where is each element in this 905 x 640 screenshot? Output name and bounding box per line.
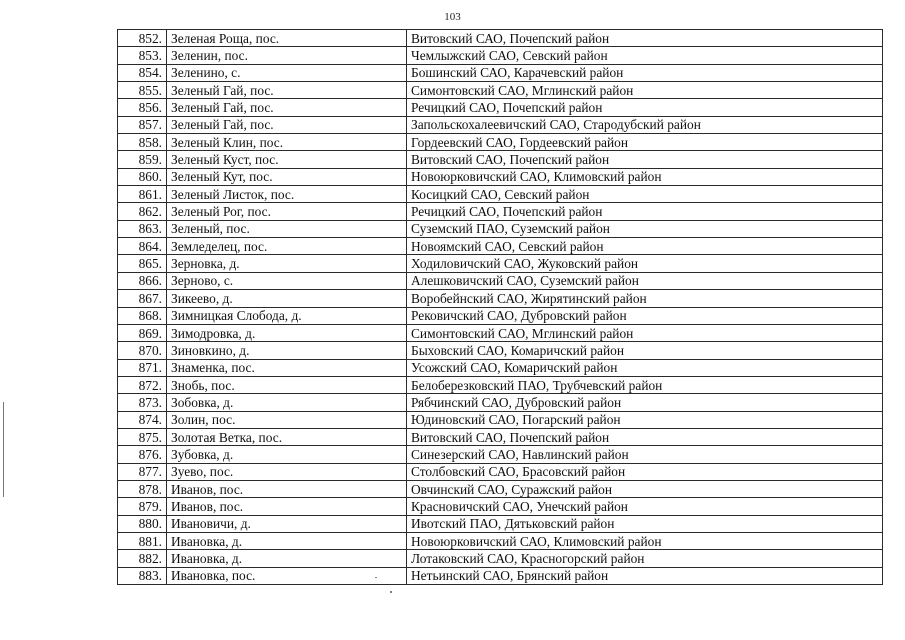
row-number: 883. (118, 567, 167, 584)
row-number: 870. (118, 342, 167, 359)
row-number: 855. (118, 82, 167, 99)
administration-district: Алешковичский САО, Суземский район (407, 272, 883, 289)
row-number: 854. (118, 64, 167, 81)
settlement-name: Земледелец, пос. (167, 238, 407, 255)
administration-district: Столбовский САО, Брасовский район (407, 463, 883, 480)
row-number: 863. (118, 220, 167, 237)
row-number: 853. (118, 47, 167, 64)
row-number: 877. (118, 463, 167, 480)
table-row (118, 238, 883, 255)
settlement-name: Зеленый Гай, пос. (167, 116, 407, 133)
administration-district: Лотаковский САО, Красногорский район (407, 550, 883, 567)
table-row (118, 30, 883, 47)
row-number: 865. (118, 255, 167, 272)
table-row (118, 272, 883, 289)
table-row (118, 446, 883, 463)
administration-district: Ходиловичский САО, Жуковский район (407, 255, 883, 272)
settlement-name: Зиновкино, д. (167, 342, 407, 359)
settlement-name: Зобовка, д. (167, 394, 407, 411)
settlement-name: Зеленая Роща, пос. (167, 30, 407, 47)
table-row (118, 255, 883, 272)
row-number: 872. (118, 376, 167, 393)
settlement-name: Ивановка, д. (167, 532, 407, 549)
administration-district: Нетьинский САО, Брянский район (407, 567, 883, 584)
row-number: 867. (118, 290, 167, 307)
administration-district: Витовский САО, Почепский район (407, 428, 883, 445)
administration-district: Косицкий САО, Севский район (407, 186, 883, 203)
table-row (118, 567, 883, 584)
table-row (118, 394, 883, 411)
row-number: 871. (118, 359, 167, 376)
settlements-table (117, 29, 883, 585)
row-number: 875. (118, 428, 167, 445)
settlement-name: Зерновка, д. (167, 255, 407, 272)
table-row (118, 463, 883, 480)
row-number: 882. (118, 550, 167, 567)
administration-district: Быховский САО, Комаричский район (407, 342, 883, 359)
settlement-name: Зеленый Рог, пос. (167, 203, 407, 220)
settlement-name: Зеленин, пос. (167, 47, 407, 64)
scan-speck (390, 591, 392, 593)
table-row (118, 480, 883, 497)
settlement-name: Зеленый Клин, пос. (167, 134, 407, 151)
table-row (118, 168, 883, 185)
settlement-name: Зимницкая Слобода, д. (167, 307, 407, 324)
administration-district: Ивотский ПАО, Дятьковский район (407, 515, 883, 532)
settlement-name: Знобь, пос. (167, 376, 407, 393)
row-number: 864. (118, 238, 167, 255)
table-row (118, 290, 883, 307)
table-row (118, 64, 883, 81)
administration-district: Новоюрковичский САО, Климовский район (407, 168, 883, 185)
table-row (118, 324, 883, 341)
administration-district: Речицкий САО, Почепский район (407, 99, 883, 116)
table-row (118, 47, 883, 64)
administration-district: Рябчинский САО, Дубровский район (407, 394, 883, 411)
row-number: 879. (118, 498, 167, 515)
settlement-name: Ивановка, д. (167, 550, 407, 567)
table-row (118, 550, 883, 567)
table-body (118, 30, 883, 585)
administration-district: Новоямский САО, Севский район (407, 238, 883, 255)
row-number: 859. (118, 151, 167, 168)
administration-district: Овчинский САО, Суражский район (407, 480, 883, 497)
administration-district: Симонтовский САО, Мглинский район (407, 82, 883, 99)
table-row (118, 376, 883, 393)
settlement-name: Зуево, пос. (167, 463, 407, 480)
administration-district: Витовский САО, Почепский район (407, 151, 883, 168)
settlement-name: Иванов, пос. (167, 498, 407, 515)
settlement-name: Зерново, с. (167, 272, 407, 289)
row-number: 868. (118, 307, 167, 324)
row-number: 852. (118, 30, 167, 47)
settlement-name: Ивановка, пос. (167, 567, 407, 584)
administration-district: Белоберезковский ПАО, Трубчевский район (407, 376, 883, 393)
row-number: 857. (118, 116, 167, 133)
administration-district: Красновичский САО, Унечский район (407, 498, 883, 515)
scan-speck (375, 577, 377, 578)
table-row (118, 220, 883, 237)
row-number: 880. (118, 515, 167, 532)
settlement-name: Зеленый Куст, пос. (167, 151, 407, 168)
table-row (118, 515, 883, 532)
administration-district: Чемлыжский САО, Севский район (407, 47, 883, 64)
row-number: 873. (118, 394, 167, 411)
administration-district: Симонтовский САО, Мглинский район (407, 324, 883, 341)
row-number: 866. (118, 272, 167, 289)
table-row (118, 411, 883, 428)
settlement-name: Зеленый Гай, пос. (167, 99, 407, 116)
settlement-name: Зеленый Кут, пос. (167, 168, 407, 185)
table-row (118, 203, 883, 220)
row-number: 878. (118, 480, 167, 497)
row-number: 862. (118, 203, 167, 220)
table-row (118, 116, 883, 133)
settlement-name: Зубовка, д. (167, 446, 407, 463)
administration-district: Суземский ПАО, Суземский район (407, 220, 883, 237)
table-row (118, 428, 883, 445)
row-number: 861. (118, 186, 167, 203)
table-row (118, 186, 883, 203)
row-number: 858. (118, 134, 167, 151)
page-number: 103 (444, 11, 461, 23)
administration-district: Воробейнский САО, Жирятинский район (407, 290, 883, 307)
settlement-name: Зеленино, с. (167, 64, 407, 81)
table-row (118, 498, 883, 515)
administration-district: Синезерский САО, Навлинский район (407, 446, 883, 463)
administration-district: Юдиновский САО, Погарский район (407, 411, 883, 428)
administration-district: Усожский САО, Комаричский район (407, 359, 883, 376)
administration-district: Речицкий САО, Почепский район (407, 203, 883, 220)
settlement-name: Зеленый Листок, пос. (167, 186, 407, 203)
scan-margin-mark (3, 402, 4, 497)
table-row (118, 342, 883, 359)
row-number: 860. (118, 168, 167, 185)
table-row (118, 151, 883, 168)
row-number: 876. (118, 446, 167, 463)
settlement-name: Золотая Ветка, пос. (167, 428, 407, 445)
table-row (118, 359, 883, 376)
administration-district: Бошинский САО, Карачевский район (407, 64, 883, 81)
table-row (118, 99, 883, 116)
settlement-name: Зимодровка, д. (167, 324, 407, 341)
table-row (118, 82, 883, 99)
table-row (118, 532, 883, 549)
administration-district: Рековичский САО, Дубровский район (407, 307, 883, 324)
settlement-name: Зеленый Гай, пос. (167, 82, 407, 99)
settlement-name: Зеленый, пос. (167, 220, 407, 237)
row-number: 881. (118, 532, 167, 549)
administration-district: Новоюрковичский САО, Климовский район (407, 532, 883, 549)
settlement-name: Зикеево, д. (167, 290, 407, 307)
settlement-name: Ивановичи, д. (167, 515, 407, 532)
table-row (118, 134, 883, 151)
settlement-name: Знаменка, пос. (167, 359, 407, 376)
administration-district: Гордеевский САО, Гордеевский район (407, 134, 883, 151)
row-number: 856. (118, 99, 167, 116)
row-number: 874. (118, 411, 167, 428)
row-number: 869. (118, 324, 167, 341)
settlement-name: Золин, пос. (167, 411, 407, 428)
administration-district: Витовский САО, Почепский район (407, 30, 883, 47)
administration-district: Запольскохалеевичский САО, Стародубский район (407, 116, 883, 133)
table-row (118, 307, 883, 324)
settlement-name: Иванов, пос. (167, 480, 407, 497)
